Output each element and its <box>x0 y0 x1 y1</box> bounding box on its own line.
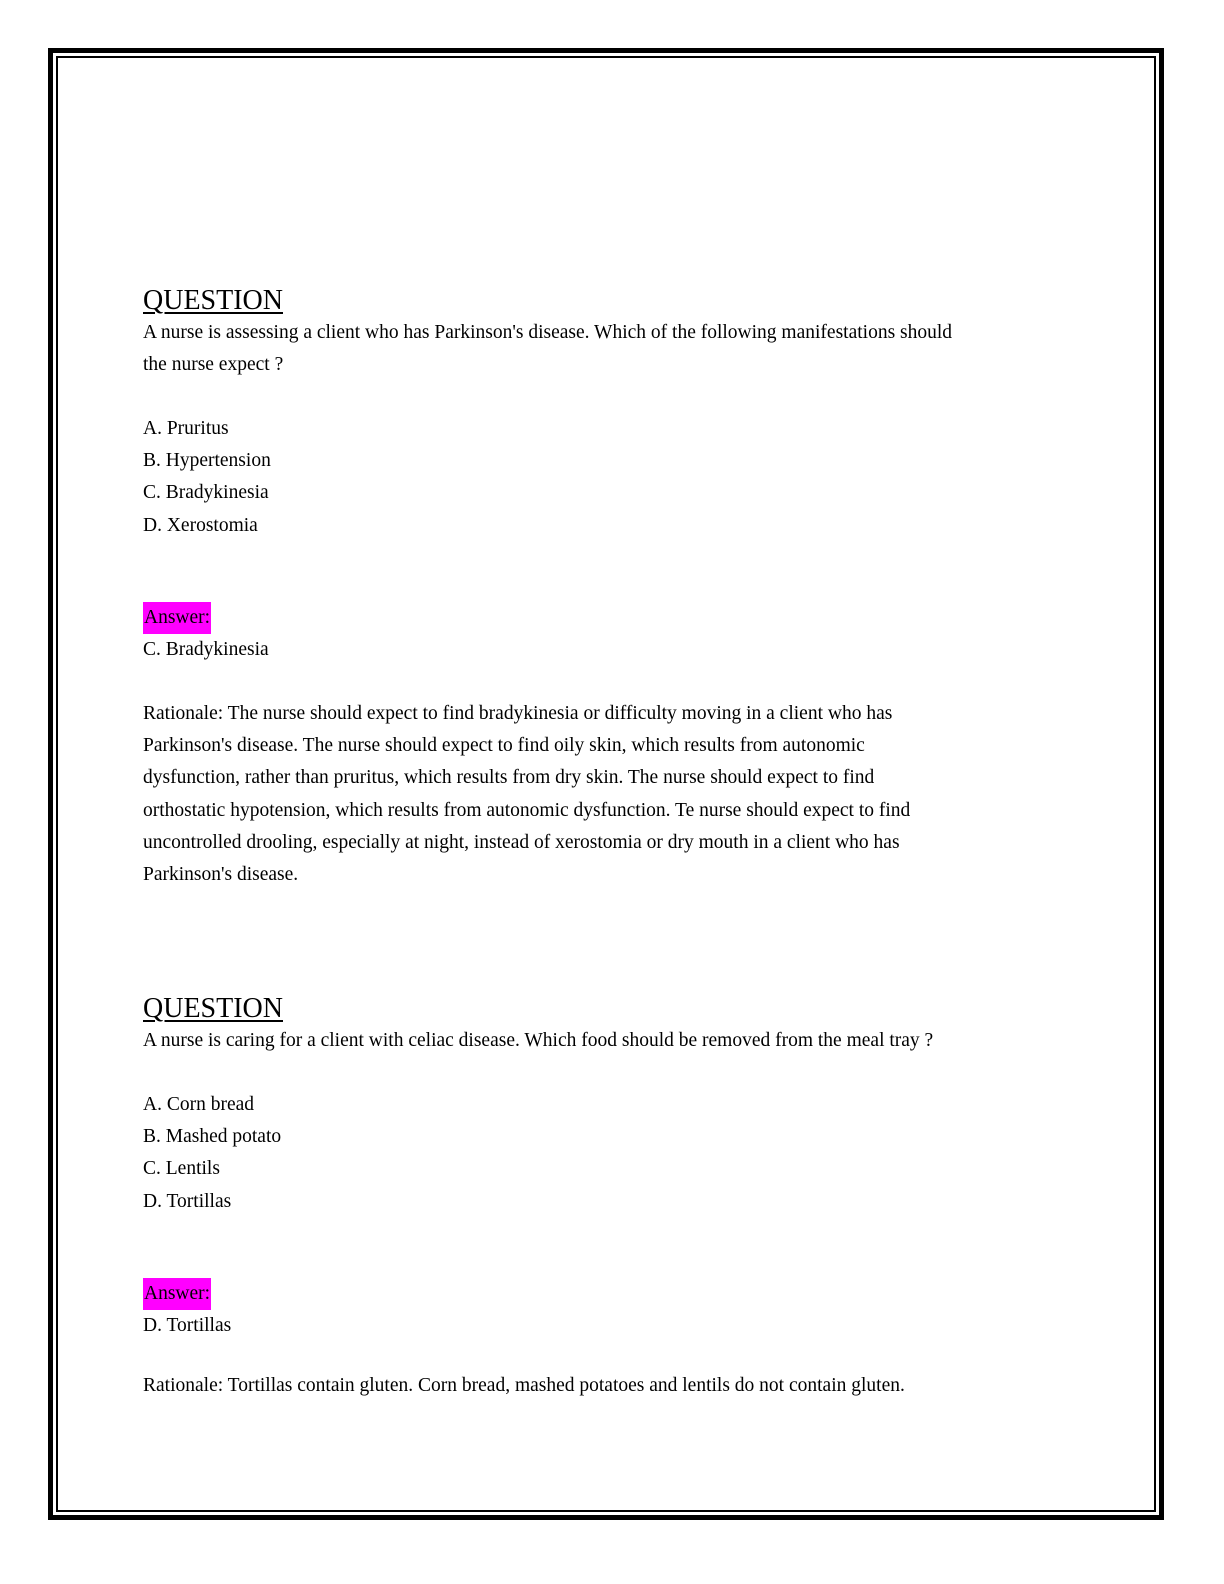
question-2-stem-line: A nurse is caring for a client with celiac disease. Which food should be removed from the meal tray ? <box>143 1030 934 1051</box>
question-2-answer <box>143 1278 1083 1342</box>
rationale-line: orthostatic hypotension, which results from autonomic dysfunction. Te nurse should expect to find <box>143 799 911 821</box>
question-2-option-d: D. Tortillas <box>143 1190 232 1212</box>
question-1-heading: QUESTION <box>143 285 283 316</box>
question-1-option-c: C. Bradykinesia <box>143 482 269 504</box>
question-1-stem <box>143 317 1083 381</box>
question-1-option-d: D. Xerostomia <box>143 514 258 536</box>
question-1-rationale <box>143 698 1083 891</box>
question-2-answer-value: D. Tortillas <box>143 1315 232 1337</box>
question-1-stem-line: A nurse is assessing a client who has Parkinson's disease. Which of the following manifestations should <box>143 322 953 343</box>
question-2-heading: QUESTION <box>143 993 283 1024</box>
question-1-answer <box>143 602 1083 666</box>
rationale-line: dysfunction, rather than pruritus, which results from dry skin. The nurse should expect to find <box>143 767 875 789</box>
rationale-line: uncontrolled drooling, especially at night, instead of xerostomia or dry mouth in a client who has <box>143 831 900 853</box>
question-1-stem-line: the nurse expect ? <box>143 354 284 376</box>
question-1-option-a: A. Pruritus <box>143 418 229 439</box>
rationale-line: Rationale: Tortillas contain gluten. Corn bread, mashed potatoes and lentils do not contain gluten. <box>143 1375 905 1396</box>
question-2-option-b: B. Mashed potato <box>143 1126 282 1148</box>
question-2-option-c: C. Lentils <box>143 1158 220 1180</box>
question-2-option-a: A. Corn bread <box>143 1094 255 1115</box>
question-2-stem <box>143 1025 1083 1057</box>
rationale-line: Parkinson's disease. <box>143 863 299 885</box>
question-1-answer-value: C. Bradykinesia <box>143 639 269 661</box>
rationale-line: Parkinson's disease. The nurse should expect to find oily skin, which results from autonomic <box>143 735 865 757</box>
rationale-line: Rationale: The nurse should expect to find bradykinesia or difficulty moving in a client who has <box>143 703 893 724</box>
question-2-options <box>143 1089 1083 1218</box>
answer-highlight-label: Answer: <box>143 1278 211 1310</box>
question-1-option-b: B. Hypertension <box>143 450 271 472</box>
question-1-options <box>143 413 1083 542</box>
question-2-rationale <box>143 1370 1083 1402</box>
answer-highlight-label: Answer: <box>143 602 211 634</box>
